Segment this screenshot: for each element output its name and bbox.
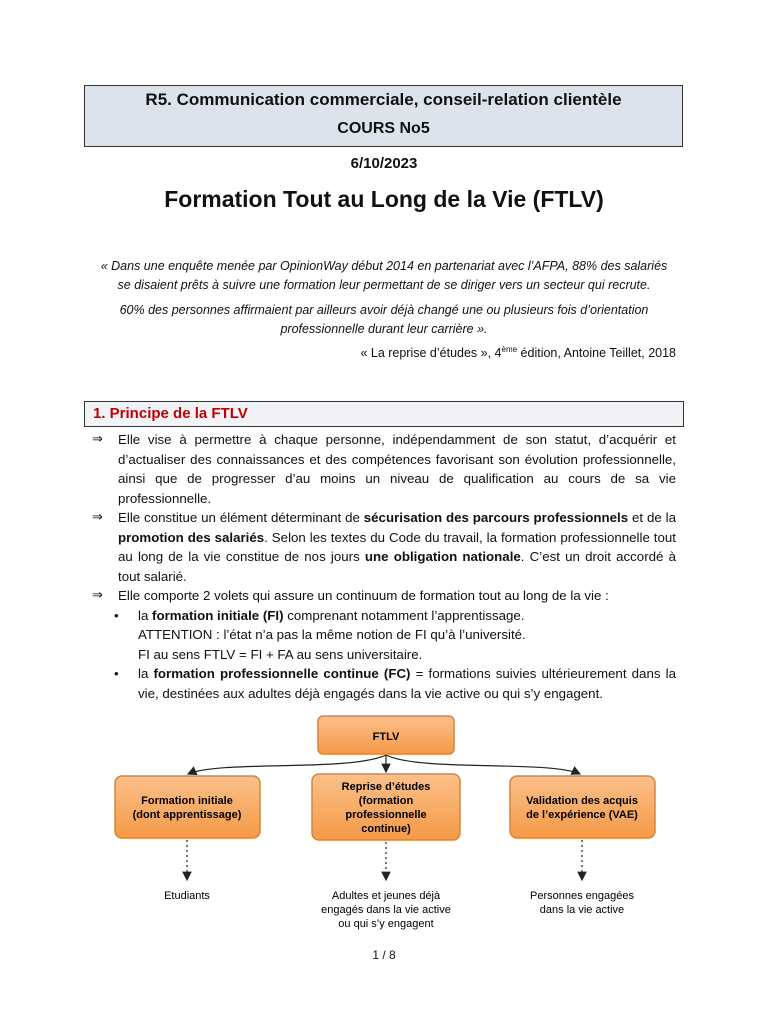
bold-term: promotion des salariés <box>118 529 265 545</box>
box-label-line: (dont apprentissage) <box>132 809 242 821</box>
paragraph-text: . Selon les textes du Code du travail, la formation professionnelle tout au long de la vie constitue de nos jours <box>118 529 676 564</box>
bold-term: sécurisation des parcours professionnels <box>363 510 629 525</box>
bold-term: formation professionnelle continue (FC) <box>153 666 411 681</box>
box-label-line: Reprise d’études <box>341 781 431 793</box>
sub-bullet-item <box>92 664 676 703</box>
course-header <box>84 85 683 147</box>
caption-line: Adultes et jeunes déjà <box>331 890 441 902</box>
ftlv-diagram <box>100 710 670 938</box>
bullet-icon: • <box>114 607 119 623</box>
connector-arrow <box>386 755 580 774</box>
paragraph-text: = formations suivies ultérieurement dans la vie, destinées aux adultes déjà engagés dans la vie active ou qui s’y engagent. <box>138 666 676 701</box>
caption-line: dans la vie active <box>539 904 625 916</box>
course-number: COURS No5 <box>337 120 430 137</box>
paragraph-text: la <box>138 666 154 681</box>
quote-line: professionnelle durant leur carrière ». <box>280 322 488 336</box>
quote-line: 60% des personnes affirmaient par ailleurs avoir déjà changé une ou plusieurs fois d’orientation <box>119 303 649 317</box>
box-label-line: de l’expérience (VAE) <box>526 809 638 821</box>
paragraph-text: la <box>138 607 153 623</box>
ftlv-root-label: FTLV <box>372 731 400 743</box>
formation-initiale-box <box>115 776 260 838</box>
sub-bullet-item <box>92 606 676 665</box>
connector-arrow <box>188 755 386 774</box>
bold-term: formation initiale (FI) <box>152 607 284 623</box>
page-number: 1 / 8 <box>372 948 396 962</box>
section-heading: 1. Principe de la FTLV <box>84 401 684 427</box>
box-label-line: continue) <box>361 823 411 835</box>
paragraph-text: comprenant notamment l’apprentissage. <box>283 607 525 623</box>
box-label-line: Validation des acquis <box>526 795 638 807</box>
caption-line: Personnes engagées <box>530 890 634 902</box>
box-label-line: (formation <box>358 795 414 807</box>
citation-superscript: ème <box>501 345 518 354</box>
arrow-item <box>92 508 676 586</box>
quote-citation <box>360 345 676 360</box>
arrow-item <box>92 430 676 508</box>
course-date: 6/10/2023 <box>350 155 418 172</box>
paragraph-text: FI au sens FTLV = FI + FA au sens universitaire. <box>138 646 423 662</box>
caption-line: Etudiants <box>164 890 210 902</box>
quote-paragraph-1 <box>92 257 676 295</box>
box-label-line: professionnelle <box>345 809 427 821</box>
bullet-icon: • <box>114 666 119 681</box>
quote-line: « Dans une enquête menée par OpinionWay début 2014 en partenariat avec l’AFPA, 88% des salariés <box>100 259 668 273</box>
double-arrow-icon: ⇒ <box>92 588 103 603</box>
caption-line: engagés dans la vie active <box>321 904 451 916</box>
paragraph-text: Elle vise à permettre à chaque personne, indépendamment de son statut, d’acquérir et d’actualiser des connaissances et des compétences favorisant son évolution professionnelle, ainsi que de progresser d’au moins un niveau de qualification au cours de sa vie professionnelle. <box>118 432 676 506</box>
quote-paragraph-2 <box>92 301 676 339</box>
course-title: R5. Communication commerciale, conseil-relation clientèle <box>145 90 622 109</box>
paragraph-text: Elle constitue un élément déterminant de <box>118 510 364 525</box>
section-body <box>92 430 676 703</box>
citation-text: édition, Antoine Teillet, 2018 <box>517 346 676 361</box>
bold-term: une obligation nationale <box>364 549 521 564</box>
arrow-item <box>92 586 676 606</box>
paragraph-text: Elle comporte 2 volets qui assure un continuum de formation tout au long de la vie : <box>118 588 609 603</box>
paragraph-text: ATTENTION : l’état n’a pas la même notion de FI qu’à l’université. <box>138 627 526 642</box>
paragraph-text: et de la <box>628 510 676 525</box>
citation-text: « La reprise d’études », 4 <box>360 346 502 361</box>
double-arrow-icon: ⇒ <box>92 510 103 525</box>
paragraph-text: . C’est un droit accordé à tout salarié. <box>118 549 676 584</box>
box-label-line: Formation initiale <box>141 795 233 807</box>
vae-box <box>510 776 655 838</box>
page-title: Formation Tout au Long de la Vie (FTLV) <box>164 186 604 212</box>
caption-line: ou qui s’y engagent <box>338 918 434 930</box>
quote-line: se disaient prêts à suivre une formation leur permettant de se diriger vers un secteur qui recrute. <box>117 278 651 292</box>
double-arrow-icon: ⇒ <box>92 432 103 447</box>
